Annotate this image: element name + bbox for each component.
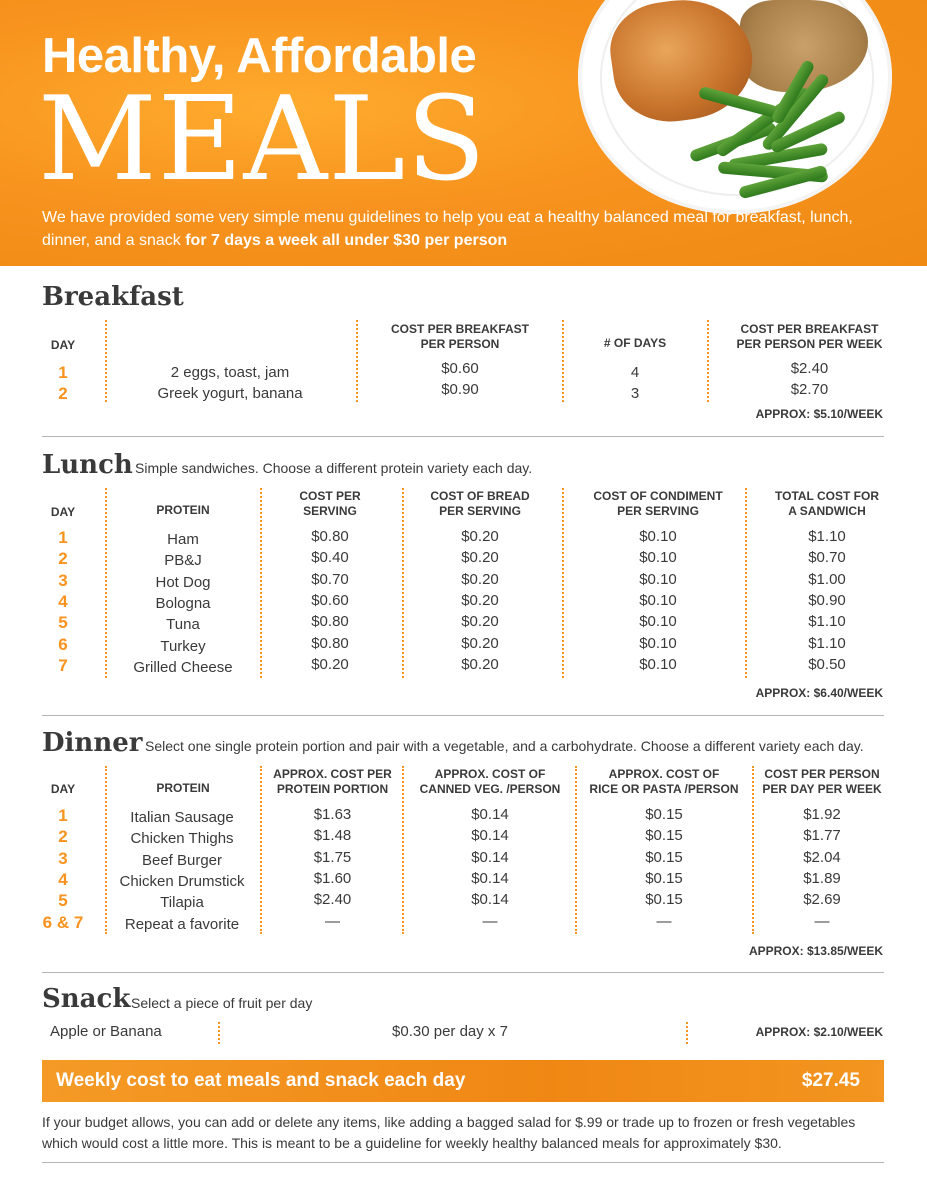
- lunch-total-cost: $0.70: [808, 549, 846, 566]
- lunch-protein: Bologna: [155, 595, 211, 612]
- snack-title: Snack: [42, 984, 131, 1014]
- breakfast-item: Greek yogurt, banana: [157, 385, 303, 402]
- lunch-header-condiment: COST OF CONDIMENT PER SERVING: [593, 489, 723, 518]
- dinner-total-cost: $1.89: [803, 870, 841, 887]
- column-divider: [562, 320, 564, 402]
- snack-item: Apple or Banana: [50, 1023, 162, 1040]
- dinner-approx: APPROX: $13.85/WEEK: [748, 944, 883, 958]
- column-divider: [105, 320, 107, 402]
- dinner-total-cost: $2.69: [803, 891, 841, 908]
- lunch-total-cost: $0.90: [808, 592, 846, 609]
- dinner-subtitle: Select one single protein portion and pair with a vegetable, and a carbohydrate. Choose a different variety each day.: [145, 738, 864, 754]
- day-number: 6: [58, 635, 68, 654]
- lunch-condiment-cost: $0.10: [639, 592, 677, 609]
- lunch-condiment-cost: $0.10: [639, 635, 677, 652]
- dinner-veg-cost: $0.14: [471, 870, 509, 887]
- dinner-header-protein: PROTEIN: [156, 781, 210, 795]
- breakfast-header-cost: COST PER BREAKFAST PER PERSON: [390, 322, 529, 351]
- lunch-condiment-cost: $0.10: [639, 528, 677, 545]
- dinner-carb-cost: $0.15: [645, 849, 683, 866]
- lunch-title: Lunch: [42, 450, 133, 480]
- day-number: 1: [58, 528, 68, 547]
- column-divider: [745, 488, 747, 678]
- column-divider: [402, 488, 404, 678]
- header-banner: [0, 0, 927, 266]
- weekly-total-value: $27.45: [801, 1070, 860, 1091]
- intro-text: [42, 206, 902, 252]
- column-divider: [575, 766, 577, 934]
- dinner-protein: Repeat a favorite: [124, 916, 240, 933]
- day-number: 4: [58, 870, 68, 889]
- lunch-protein: Ham: [167, 531, 199, 548]
- column-divider: [562, 488, 564, 678]
- weekly-total-bar: [42, 1060, 884, 1102]
- dinner-portion-cost: $1.63: [313, 806, 352, 823]
- breakfast-days: 3: [630, 385, 640, 402]
- column-divider: [356, 320, 358, 402]
- lunch-serving-cost: $0.60: [311, 592, 349, 609]
- footnote: If your budget allows, you can add or delete any items, like adding a bagged salad for $.99 or trade up to frozen or fresh vegetables which would cost a little more. This is meant to be a guideline for weekly healthy balanced meals for approximately $30.: [42, 1114, 856, 1151]
- breakfast-approx: APPROX: $5.10/WEEK: [755, 407, 883, 421]
- breakfast-title: Breakfast: [42, 282, 184, 312]
- lunch-condiment-cost: $0.10: [639, 571, 677, 588]
- page-title: Healthy, Affordable: [42, 29, 477, 83]
- dinner-title: Dinner: [42, 728, 143, 758]
- section-divider: [42, 715, 884, 716]
- lunch-header-bread: COST OF BREAD PER SERVING: [430, 489, 530, 518]
- lunch-protein: Turkey: [160, 638, 206, 655]
- dinner-carb-cost: $0.15: [645, 827, 683, 844]
- breakfast-item: 2 eggs, toast, jam: [170, 364, 290, 381]
- lunch-header-total: TOTAL COST FOR A SANDWICH: [775, 489, 879, 518]
- lunch-bread-cost: $0.20: [461, 656, 499, 673]
- dinner-total-cost: $1.77: [803, 827, 841, 844]
- dinner-carb-cost: $0.15: [645, 806, 683, 823]
- lunch-condiment-cost: $0.10: [639, 656, 677, 673]
- dinner-total-cost: $2.04: [803, 849, 841, 866]
- day-number: 3: [58, 849, 68, 868]
- dinner-protein: Italian Sausage: [130, 809, 234, 826]
- dinner-header-veg: APPROX. COST OF CANNED VEG. /PERSON: [419, 767, 561, 796]
- lunch-subtitle: Simple sandwiches. Choose a different protein variety each day.: [135, 460, 533, 476]
- column-divider: [105, 766, 107, 934]
- lunch-protein: PB&J: [164, 552, 202, 569]
- lunch-serving-cost: $0.40: [311, 549, 349, 566]
- lunch-bread-cost: $0.20: [461, 592, 499, 609]
- breakfast-days: 4: [630, 364, 640, 381]
- day-number: 2: [58, 549, 68, 568]
- snack-cost: $0.30 per day x 7: [392, 1023, 508, 1040]
- dinner-carb-cost: $0.15: [645, 870, 683, 887]
- intro-text-bold: for 7 days a week all under $30 per person: [185, 232, 508, 249]
- day-number: 6 & 7: [42, 913, 84, 932]
- lunch-total-cost: $1.10: [808, 613, 846, 630]
- snack-approx: APPROX: $2.10/WEEK: [755, 1025, 883, 1039]
- dinner-total-cost: $1.92: [803, 806, 841, 823]
- column-divider: [260, 488, 262, 678]
- day-number: 2: [58, 827, 68, 846]
- day-number: 2: [58, 384, 68, 403]
- breakfast-cost: $0.90: [441, 381, 479, 398]
- column-divider: [402, 766, 404, 934]
- dinner-header-total: COST PER PERSON PER DAY PER WEEK: [762, 767, 882, 796]
- column-divider: [707, 320, 709, 402]
- dinner-veg-cost: $0.14: [471, 891, 509, 908]
- lunch-header-serving: COST PER SERVING: [299, 489, 361, 518]
- day-number: 3: [58, 571, 68, 590]
- dinner-header-carb: APPROX. COST OF RICE OR PASTA /PERSON: [589, 767, 739, 796]
- lunch-approx: APPROX: $6.40/WEEK: [755, 686, 883, 700]
- dinner-portion-cost: $1.48: [313, 827, 352, 844]
- dinner-protein: Beef Burger: [141, 852, 223, 869]
- dinner-portion-cost: $2.40: [313, 891, 352, 908]
- dinner-veg-cost: $0.14: [471, 849, 509, 866]
- lunch-header-day: DAY: [50, 505, 76, 519]
- lunch-total-cost: $1.10: [808, 635, 846, 652]
- breakfast-header-days: # OF DAYS: [603, 336, 667, 350]
- day-number: 5: [58, 891, 68, 910]
- intro-text-regular: We have provided some very simple menu guidelines to help you eat a healthy balanced meal for breakfast, lunch, dinner, and a snack: [42, 209, 853, 249]
- lunch-bread-cost: $0.20: [461, 613, 499, 630]
- dinner-protein: Tilapia: [160, 894, 204, 911]
- dinner-carb-cost: $0.15: [645, 891, 683, 908]
- lunch-header-protein: PROTEIN: [156, 503, 210, 517]
- day-number: 4: [58, 592, 68, 611]
- day-number: 5: [58, 613, 68, 632]
- lunch-bread-cost: $0.20: [461, 571, 499, 588]
- dinner-veg-cost: $0.14: [471, 827, 509, 844]
- lunch-protein: Tuna: [166, 616, 200, 633]
- lunch-condiment-cost: $0.10: [639, 613, 677, 630]
- dinner-veg-cost: $0.14: [471, 806, 509, 823]
- column-divider: [105, 488, 107, 678]
- breakfast-week-cost: $2.40: [790, 360, 829, 377]
- dinner-header-portion: APPROX. COST PER PROTEIN PORTION: [273, 767, 392, 796]
- lunch-bread-cost: $0.20: [461, 635, 499, 652]
- dinner-protein: Chicken Drumstick: [119, 873, 245, 890]
- breakfast-header-day: DAY: [50, 338, 76, 352]
- page-title-meals: MEALS: [38, 72, 487, 207]
- lunch-serving-cost: $0.20: [311, 656, 349, 673]
- weekly-total-label: Weekly cost to eat meals and snack each day: [56, 1070, 466, 1091]
- lunch-total-cost: $0.50: [808, 656, 846, 673]
- column-divider: [260, 766, 262, 934]
- day-number: 1: [58, 806, 68, 825]
- lunch-total-cost: $1.00: [808, 571, 846, 588]
- lunch-protein: Grilled Cheese: [133, 659, 233, 676]
- lunch-bread-cost: $0.20: [461, 528, 499, 545]
- section-divider: [42, 436, 884, 437]
- dinner-carb-cost: —: [656, 913, 672, 930]
- lunch-protein: Hot Dog: [155, 574, 211, 591]
- lunch-condiment-cost: $0.10: [639, 549, 677, 566]
- lunch-serving-cost: $0.80: [311, 528, 349, 545]
- dinner-veg-cost: —: [482, 913, 498, 930]
- lunch-serving-cost: $0.80: [311, 613, 349, 630]
- day-number: 1: [58, 363, 68, 382]
- breakfast-header-week: COST PER BREAKFAST PER PERSON PER WEEK: [736, 322, 883, 351]
- dinner-header-day: DAY: [50, 782, 76, 796]
- section-divider: [42, 1162, 884, 1163]
- lunch-bread-cost: $0.20: [461, 549, 499, 566]
- dinner-total-cost: —: [814, 913, 830, 930]
- breakfast-week-cost: $2.70: [790, 381, 829, 398]
- snack-subtitle: Select a piece of fruit per day: [131, 995, 313, 1011]
- lunch-total-cost: $1.10: [808, 528, 846, 545]
- lunch-serving-cost: $0.70: [311, 571, 349, 588]
- day-number: 7: [58, 656, 68, 675]
- dinner-portion-cost: —: [325, 913, 340, 930]
- lunch-serving-cost: $0.80: [311, 635, 349, 652]
- green-beans-image: [688, 66, 848, 194]
- column-divider: [218, 1022, 220, 1044]
- dinner-protein: Chicken Thighs: [130, 830, 234, 847]
- breakfast-cost: $0.60: [441, 360, 479, 377]
- column-divider: [686, 1022, 688, 1044]
- dinner-portion-cost: $1.60: [313, 870, 352, 887]
- section-divider: [42, 972, 884, 973]
- dinner-portion-cost: $1.75: [313, 849, 352, 866]
